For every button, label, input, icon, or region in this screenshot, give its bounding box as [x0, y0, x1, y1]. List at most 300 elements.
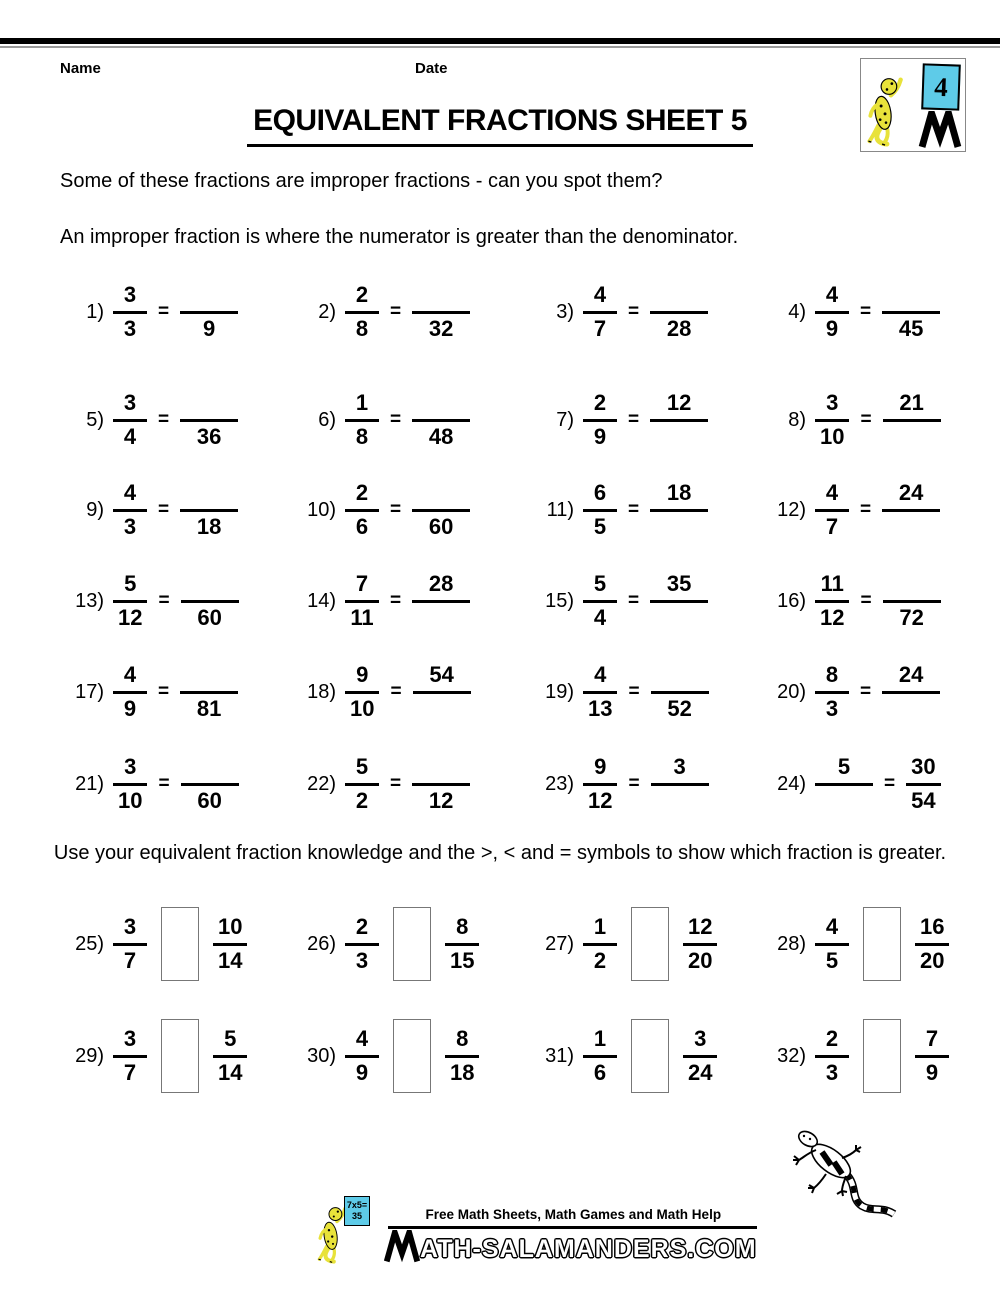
fraction-numerator: 8 — [825, 661, 839, 687]
fraction-denominator: 72 — [899, 604, 924, 630]
fraction-bar — [650, 509, 708, 512]
equivalence-problem — [760, 481, 998, 540]
answer-fraction — [180, 391, 238, 450]
fraction-denominator: 7 — [123, 1059, 137, 1085]
problem-row — [58, 559, 998, 643]
fraction-denominator: 10 — [350, 695, 375, 721]
fraction-bar — [915, 943, 949, 946]
answer-blank[interactable] — [436, 283, 446, 308]
equals-sign: = — [884, 773, 896, 794]
right-fraction — [915, 1027, 949, 1086]
equals-sign: = — [390, 301, 402, 322]
fraction-numerator: 2 — [825, 1025, 839, 1051]
fraction-denominator: 18 — [450, 1059, 475, 1085]
answer-blank[interactable] — [204, 391, 214, 416]
problem-number: 30) — [307, 1044, 336, 1067]
comparison-answer-box[interactable] — [161, 907, 199, 981]
fraction-denominator: 60 — [197, 787, 222, 813]
equivalence-problem — [528, 391, 760, 450]
answer-fraction — [883, 572, 941, 631]
answer-fraction — [180, 663, 238, 722]
right-fraction — [213, 915, 247, 974]
problem-number: 7) — [556, 408, 574, 431]
comparison-problem — [528, 907, 760, 981]
left-fraction — [113, 1027, 147, 1086]
fraction-numerator: 8 — [456, 1025, 469, 1051]
problem-number: 3) — [556, 300, 574, 323]
fraction-denominator: 81 — [196, 695, 222, 721]
date-label: Date — [415, 60, 448, 77]
fraction-bar — [583, 311, 617, 314]
fraction-denominator: 9 — [123, 695, 137, 721]
equivalence-problem — [528, 663, 760, 722]
fraction-bar — [113, 419, 147, 422]
fraction-numerator: 3 — [673, 753, 686, 779]
equals-sign: = — [158, 301, 170, 322]
answer-fraction — [882, 663, 940, 722]
m-logo-icon — [384, 1230, 420, 1264]
fraction-numerator: 5 — [593, 570, 607, 596]
fraction-bar — [113, 783, 147, 786]
problem-number: 10) — [307, 498, 336, 521]
fraction-numerator: 3 — [826, 389, 839, 415]
answer-fraction — [412, 391, 470, 450]
fraction-denominator: 10 — [118, 787, 143, 813]
given-fraction — [583, 755, 617, 814]
fraction-numerator: 2 — [355, 281, 369, 307]
fraction-denominator: 54 — [911, 787, 936, 813]
equivalence-problem — [290, 572, 528, 631]
given-fraction — [345, 391, 379, 450]
fraction-denominator: 9 — [925, 1059, 939, 1085]
comparison-problem — [58, 907, 290, 981]
fraction-denominator: 4 — [593, 604, 607, 630]
answer-blank[interactable] — [906, 697, 916, 722]
fraction-denominator: 14 — [218, 1059, 243, 1085]
fraction-bar — [883, 419, 941, 422]
answer-blank[interactable] — [674, 283, 684, 308]
fraction-bar — [815, 509, 849, 512]
problem-number: 19) — [545, 680, 574, 703]
fraction-denominator: 9 — [355, 1059, 369, 1085]
fraction-bar — [583, 1055, 617, 1058]
fraction-numerator: 30 — [911, 753, 936, 779]
fraction-numerator: 54 — [429, 661, 454, 687]
fraction-denominator: 9 — [202, 315, 216, 341]
fraction-numerator: 16 — [920, 913, 945, 939]
comparison-answer-box[interactable] — [161, 1019, 199, 1093]
answer-fraction — [650, 481, 708, 540]
fraction-bar — [412, 509, 470, 512]
answer-blank[interactable] — [205, 755, 215, 780]
equals-sign: = — [860, 301, 872, 322]
given-fraction — [113, 481, 147, 540]
comparison-problem — [58, 1019, 290, 1093]
answer-fraction — [882, 283, 940, 342]
fraction-numerator: 7 — [355, 570, 369, 596]
left-fraction — [583, 1027, 617, 1086]
fraction-denominator: 18 — [196, 513, 222, 539]
answer-fraction — [650, 391, 708, 450]
fraction-bar — [345, 419, 379, 422]
answer-blank[interactable] — [675, 789, 685, 814]
answer-fraction — [651, 755, 709, 814]
given-fraction — [345, 481, 379, 540]
fraction-denominator: 8 — [355, 315, 369, 341]
site-name: ATH-SALAMANDERS.COM — [420, 1235, 757, 1263]
given-fraction — [113, 755, 147, 814]
fraction-bar — [113, 600, 147, 603]
equivalence-problem — [760, 391, 998, 450]
equivalence-problem — [528, 572, 760, 631]
fraction-bar — [445, 1055, 479, 1058]
problem-number: 14) — [307, 589, 336, 612]
fraction-numerator: 4 — [825, 479, 839, 505]
answer-blank[interactable] — [675, 663, 685, 688]
answer-blank[interactable] — [436, 606, 446, 631]
fraction-numerator: 24 — [898, 661, 924, 687]
fraction-denominator: 45 — [898, 315, 924, 341]
equivalence-problem — [528, 481, 760, 540]
right-fraction — [213, 1027, 247, 1086]
footer-rule — [388, 1226, 757, 1229]
fraction-bar — [113, 943, 147, 946]
fraction-bar — [915, 1055, 949, 1058]
fraction-denominator: 9 — [593, 423, 607, 449]
fraction-bar — [883, 600, 941, 603]
problem-row — [58, 378, 998, 462]
fraction-bar — [345, 691, 379, 694]
left-fraction — [345, 915, 379, 974]
given-fraction — [815, 755, 873, 814]
fraction-denominator: 20 — [920, 947, 945, 973]
equals-sign: = — [390, 590, 402, 611]
fraction-bar — [815, 419, 849, 422]
problem-row — [58, 650, 998, 734]
gecko-drawing — [786, 1128, 910, 1224]
fraction-numerator: 3 — [123, 913, 137, 939]
problem-number: 1) — [86, 300, 104, 323]
given-fraction — [815, 572, 849, 631]
equals-sign: = — [628, 409, 640, 430]
fraction-denominator: 2 — [355, 787, 369, 813]
comparison-problem — [528, 1019, 760, 1093]
comparison-problem — [760, 907, 998, 981]
problem-number: 20) — [777, 680, 806, 703]
problem-number: 4) — [788, 300, 806, 323]
left-fraction — [345, 1027, 379, 1086]
fraction-denominator: 9 — [825, 315, 839, 341]
fraction-numerator: 3 — [123, 1025, 137, 1051]
fraction-bar — [815, 943, 849, 946]
answer-blank[interactable] — [436, 755, 446, 780]
fraction-bar — [815, 783, 873, 786]
answer-blank[interactable] — [204, 481, 214, 506]
fraction-numerator: 4 — [593, 281, 607, 307]
equivalence-problem — [58, 283, 290, 342]
answer-blank[interactable] — [204, 283, 214, 308]
fraction-numerator: 10 — [218, 913, 243, 939]
fraction-numerator: 28 — [428, 570, 454, 596]
problem-row — [58, 270, 998, 354]
fraction-bar — [650, 419, 708, 422]
fraction-denominator: 48 — [428, 423, 454, 449]
given-fraction — [815, 283, 849, 342]
equivalence-problem — [58, 391, 290, 450]
fraction-numerator: 9 — [356, 661, 369, 687]
given-fraction — [583, 391, 617, 450]
fraction-denominator: 3 — [825, 695, 839, 721]
fraction-denominator: 60 — [197, 604, 222, 630]
problem-number: 11) — [546, 498, 574, 521]
problem-number: 22) — [307, 772, 336, 795]
equals-sign: = — [628, 590, 640, 611]
fraction-numerator: 3 — [694, 1025, 707, 1051]
fraction-numerator: 3 — [124, 753, 137, 779]
problem-number: 17) — [75, 680, 104, 703]
equals-sign: = — [860, 681, 872, 702]
equivalence-problem — [290, 283, 528, 342]
answer-blank[interactable] — [437, 697, 447, 722]
fraction-denominator: 7 — [825, 513, 839, 539]
problem-number: 31) — [545, 1044, 574, 1067]
fraction-bar — [412, 783, 470, 786]
problem-number: 12) — [777, 498, 806, 521]
fraction-denominator: 3 — [825, 1059, 839, 1085]
problem-number: 2) — [318, 300, 336, 323]
fraction-numerator: 11 — [820, 570, 844, 596]
grade-badge: 4 — [921, 63, 961, 110]
answer-fraction — [650, 572, 708, 631]
fraction-bar — [345, 600, 379, 603]
equals-sign: = — [390, 499, 402, 520]
fraction-bar — [583, 691, 617, 694]
fraction-denominator: 5 — [593, 513, 607, 539]
problem-number: 21) — [75, 772, 104, 795]
fraction-bar — [650, 600, 708, 603]
problem-number: 15) — [545, 589, 574, 612]
equivalence-problem — [58, 663, 290, 722]
fraction-numerator: 4 — [123, 661, 137, 687]
equals-sign: = — [158, 499, 170, 520]
fraction-numerator: 35 — [666, 570, 692, 596]
answer-blank[interactable] — [907, 425, 917, 450]
equivalence-problem — [290, 663, 528, 722]
fraction-bar — [882, 509, 940, 512]
fraction-bar — [181, 600, 239, 603]
given-fraction — [815, 663, 849, 722]
comparison-row — [58, 1010, 998, 1102]
fraction-denominator: 3 — [355, 947, 369, 973]
problem-number: 18) — [307, 680, 336, 703]
answer-fraction — [413, 663, 471, 722]
problem-number: 6) — [318, 408, 336, 431]
fraction-numerator: 8 — [456, 913, 469, 939]
fraction-bar — [113, 691, 147, 694]
problem-number: 13) — [75, 589, 104, 612]
footer-logo — [316, 1196, 376, 1264]
fraction-numerator: 9 — [594, 753, 607, 779]
answer-fraction — [412, 481, 470, 540]
fraction-denominator: 12 — [820, 604, 845, 630]
fraction-bar — [583, 419, 617, 422]
fraction-numerator: 3 — [123, 281, 137, 307]
comparison-problem — [290, 907, 528, 981]
equals-sign: = — [158, 409, 170, 430]
fraction-numerator: 1 — [593, 913, 607, 939]
fraction-denominator: 7 — [593, 315, 607, 341]
given-fraction — [345, 283, 379, 342]
fraction-bar — [181, 783, 239, 786]
equivalence-problem — [290, 755, 528, 814]
fraction-numerator: 4 — [825, 281, 839, 307]
answer-blank[interactable] — [839, 789, 849, 814]
left-fraction — [583, 915, 617, 974]
equals-sign: = — [390, 773, 402, 794]
comparison-answer-box[interactable] — [631, 907, 669, 981]
answer-fraction — [181, 572, 239, 631]
answer-blank[interactable] — [204, 663, 214, 688]
fraction-bar — [815, 1055, 849, 1058]
fraction-denominator: 15 — [450, 947, 475, 973]
right-fraction — [445, 915, 479, 974]
fraction-bar — [651, 783, 709, 786]
problem-number: 26) — [307, 932, 336, 955]
fraction-bar — [683, 1055, 717, 1058]
problem-number: 9) — [86, 498, 104, 521]
equivalence-problem — [290, 481, 528, 540]
fraction-denominator: 20 — [688, 947, 713, 973]
fraction-numerator: 2 — [355, 479, 369, 505]
problem-number: 29) — [75, 1044, 104, 1067]
fraction-bar — [180, 419, 238, 422]
equivalence-problem — [528, 283, 760, 342]
fraction-denominator: 11 — [350, 604, 374, 630]
fraction-numerator: 5 — [124, 570, 137, 596]
answer-fraction — [181, 755, 239, 814]
fraction-bar — [815, 600, 849, 603]
problem-number: 8) — [788, 408, 806, 431]
fraction-numerator: 12 — [688, 913, 713, 939]
answer-fraction — [650, 283, 708, 342]
fraction-denominator: 24 — [688, 1059, 713, 1085]
fraction-numerator: 5 — [355, 753, 369, 779]
right-fraction — [683, 1027, 717, 1086]
fraction-bar — [213, 1055, 247, 1058]
equals-sign: = — [158, 590, 170, 611]
page-title: EQUIVALENT FRACTIONS SHEET 5 — [0, 104, 1000, 147]
problem-number: 27) — [545, 932, 574, 955]
fraction-denominator: 2 — [593, 947, 607, 973]
fraction-numerator: 18 — [666, 479, 692, 505]
fraction-denominator: 6 — [355, 513, 369, 539]
answer-blank[interactable] — [205, 572, 215, 597]
fraction-bar — [906, 783, 940, 786]
fraction-denominator: 32 — [428, 315, 454, 341]
fraction-numerator: 1 — [355, 389, 369, 415]
fraction-bar — [180, 691, 238, 694]
answer-fraction — [180, 481, 238, 540]
answer-fraction — [906, 755, 940, 814]
fraction-denominator: 10 — [820, 423, 845, 449]
problem-number: 16) — [777, 589, 806, 612]
answer-fraction — [651, 663, 709, 722]
equivalence-problem — [760, 572, 998, 631]
answer-blank[interactable] — [907, 572, 917, 597]
answer-blank[interactable] — [436, 391, 446, 416]
fraction-bar — [113, 311, 147, 314]
fraction-denominator: 7 — [123, 947, 137, 973]
fraction-numerator: 7 — [925, 1025, 939, 1051]
fraction-bar — [180, 311, 238, 314]
comparison-answer-box[interactable] — [393, 1019, 431, 1093]
answer-blank[interactable] — [906, 515, 916, 540]
given-fraction — [583, 572, 617, 631]
comparison-problem — [290, 1019, 528, 1093]
answer-blank[interactable] — [436, 481, 446, 506]
fraction-bar — [413, 691, 471, 694]
fraction-numerator: 4 — [825, 913, 839, 939]
fraction-numerator: 1 — [593, 1025, 607, 1051]
given-fraction — [815, 481, 849, 540]
fraction-denominator: 12 — [588, 787, 613, 813]
given-fraction — [113, 391, 147, 450]
fraction-denominator: 60 — [428, 513, 454, 539]
equals-sign: = — [860, 499, 872, 520]
fraction-bar — [583, 943, 617, 946]
problem-number: 5) — [86, 408, 104, 431]
comparison-answer-box[interactable] — [393, 907, 431, 981]
equivalence-problem — [760, 283, 998, 342]
fraction-denominator: 3 — [123, 315, 137, 341]
fraction-numerator: 4 — [594, 661, 607, 687]
given-fraction — [583, 283, 617, 342]
given-fraction — [583, 663, 617, 722]
footer-brand — [316, 1196, 757, 1264]
comparison-answer-box[interactable] — [863, 1019, 901, 1093]
answer-blank[interactable] — [674, 515, 684, 540]
given-fraction — [113, 283, 147, 342]
comparison-answer-box[interactable] — [863, 907, 901, 981]
footer-text-block — [376, 1207, 757, 1264]
given-fraction — [113, 572, 147, 631]
equals-sign: = — [628, 301, 640, 322]
fraction-numerator: 12 — [666, 389, 692, 415]
given-fraction — [345, 663, 379, 722]
equivalence-problem — [528, 755, 760, 814]
answer-blank[interactable] — [674, 425, 684, 450]
answer-fraction — [412, 572, 470, 631]
fraction-bar — [683, 943, 717, 946]
problem-number: 28) — [777, 932, 806, 955]
equals-sign: = — [860, 409, 872, 430]
fraction-bar — [345, 1055, 379, 1058]
comparison-problem — [760, 1019, 998, 1093]
left-fraction — [113, 915, 147, 974]
equivalence-problem — [58, 572, 290, 631]
problem-number: 24) — [777, 772, 806, 795]
comparison-answer-box[interactable] — [631, 1019, 669, 1093]
fraction-bar — [345, 943, 379, 946]
given-fraction — [583, 481, 617, 540]
fraction-denominator: 3 — [123, 513, 137, 539]
equivalence-problem — [58, 755, 290, 814]
fraction-bar — [815, 311, 849, 314]
answer-blank[interactable] — [906, 283, 916, 308]
fraction-numerator: 2 — [593, 389, 607, 415]
answer-blank[interactable] — [674, 606, 684, 631]
intro-line-1: Some of these fractions are improper fractions - can you spot them? — [60, 170, 663, 192]
